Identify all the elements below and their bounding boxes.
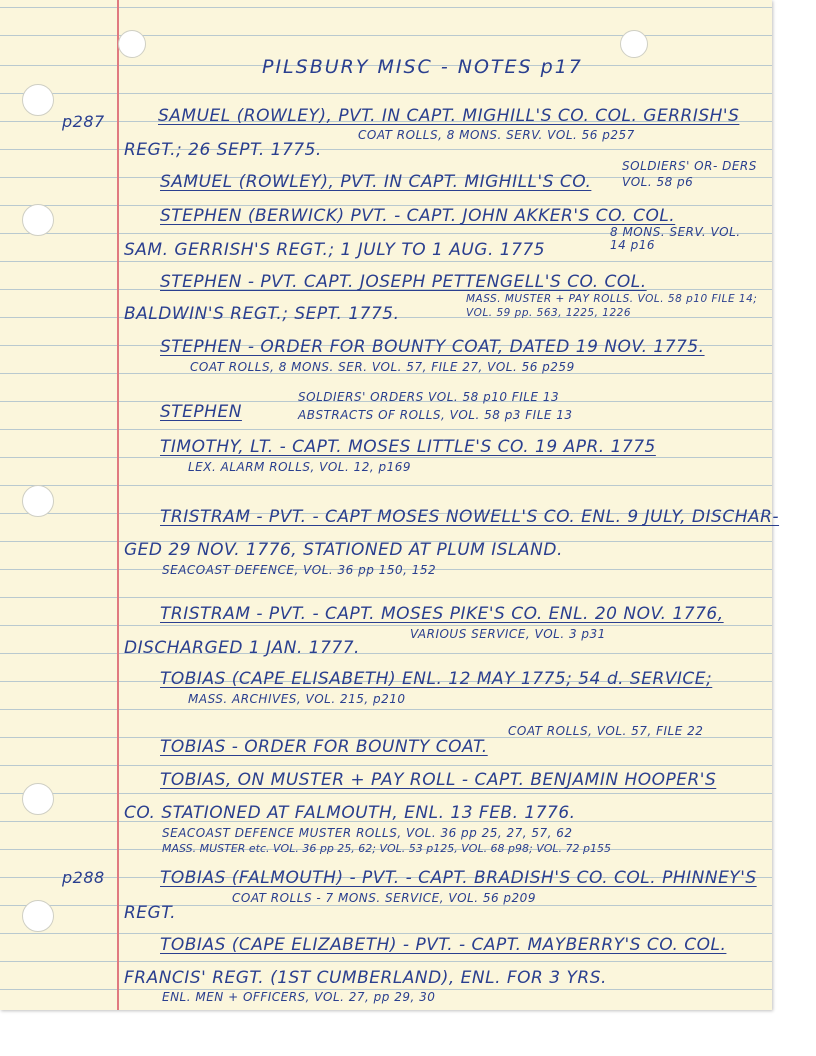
entry-line: TOBIAS (CAPE ELIZABETH) - PVT. - CAPT. MAYBERRY'S CO. COL. bbox=[160, 935, 727, 955]
margin-line bbox=[117, 0, 119, 1010]
entry-line: TOBIAS (FALMOUTH) - PVT. - CAPT. BRADISH'S CO. COL. PHINNEY'S bbox=[160, 868, 757, 888]
entry-line: TOBIAS (CAPE ELISABETH) ENL. 12 MAY 1775; 54 d. SERVICE; bbox=[160, 669, 713, 689]
entry-line: BALDWIN'S REGT.; SEPT. 1775. bbox=[124, 304, 400, 324]
entry-line: TOBIAS, ON MUSTER + PAY ROLL - CAPT. BENJAMIN HOOPER'S bbox=[160, 770, 717, 790]
entry-source: ENL. MEN + OFFICERS, VOL. 27, pp 29, 30 bbox=[162, 990, 436, 1004]
entry-line: SAMUEL (ROWLEY), PVT. IN CAPT. MIGHILL'S CO. COL. GERRISH'S bbox=[158, 106, 740, 126]
binder-hole bbox=[22, 204, 54, 236]
entry-source: SOLDIERS' ORDERS VOL. 58 p10 FILE 13 bbox=[298, 390, 560, 404]
entry-source: VARIOUS SERVICE, VOL. 3 p31 bbox=[410, 627, 606, 641]
entry-line: TRISTRAM - PVT. - CAPT. MOSES PIKE'S CO. ENL. 20 NOV. 1776, bbox=[160, 604, 724, 624]
entry-line: TRISTRAM - PVT. - CAPT MOSES NOWELL'S CO. ENL. 9 JULY, DISCHAR- bbox=[160, 507, 780, 527]
binder-hole bbox=[22, 783, 54, 815]
entry-source: SEACOAST DEFENCE, VOL. 36 pp 150, 152 bbox=[162, 563, 437, 577]
entry-line: STEPHEN (BERWICK) PVT. - CAPT. JOHN AKKER'S CO. COL. bbox=[160, 206, 676, 226]
entry-line: CO. STATIONED AT FALMOUTH, ENL. 13 FEB. 1776. bbox=[124, 803, 576, 823]
entry-line: SAMUEL (ROWLEY), PVT. IN CAPT. MIGHILL'S CO. bbox=[160, 172, 592, 192]
page-marker: p288 bbox=[62, 868, 105, 887]
binder-hole bbox=[22, 485, 54, 517]
binder-hole bbox=[22, 84, 54, 116]
entry-source: MASS. MUSTER + PAY ROLLS. VOL. 58 p10 FILE 14; VOL. 59 pp. 563, 1225, 1226 bbox=[466, 293, 758, 319]
entry-line: TIMOTHY, LT. - CAPT. MOSES LITTLE'S CO. 19 APR. 1775 bbox=[160, 437, 656, 457]
entry-line: STEPHEN - ORDER FOR BOUNTY COAT, DATED 19 NOV. 1775. bbox=[160, 337, 705, 357]
entry-line: SAM. GERRISH'S REGT.; 1 JULY TO 1 AUG. 1775 bbox=[124, 240, 546, 260]
page-marker: p287 bbox=[62, 112, 105, 131]
entry-source: COAT ROLLS - 7 MONS. SERVICE, VOL. 56 p209 bbox=[232, 891, 536, 905]
entry-line: TOBIAS - ORDER FOR BOUNTY COAT. bbox=[160, 737, 488, 757]
entry-source: SEACOAST DEFENCE MUSTER ROLLS, VOL. 36 pp 25, 27, 57, 62 bbox=[162, 826, 573, 840]
entry-line: FRANCIS' REGT. (1ST CUMBERLAND), ENL. FOR 3 YRS. bbox=[124, 968, 607, 988]
entry-source: COAT ROLLS, 8 MONS. SER. VOL. 57, FILE 27, VOL. 56 p259 bbox=[190, 360, 575, 374]
entry-source: COAT ROLLS, 8 MONS. SERV. VOL. 56 p257 bbox=[358, 128, 635, 142]
entry-source: MASS. ARCHIVES, VOL. 215, p210 bbox=[188, 692, 406, 706]
entry-source: MASS. MUSTER etc. VOL. 36 pp 25, 62; VOL. 53 p125, VOL. 68 p98; VOL. 72 p155 bbox=[162, 842, 612, 855]
entry-source: SOLDIERS' OR- DERS VOL. 58 p6 bbox=[622, 159, 757, 189]
binder-hole bbox=[620, 30, 648, 58]
entry-source: COAT ROLLS, VOL. 57, FILE 22 bbox=[508, 724, 704, 738]
binder-hole bbox=[118, 30, 146, 58]
entry-line: DISCHARGED 1 JAN. 1777. bbox=[124, 638, 360, 658]
entry-line: REGT. bbox=[124, 903, 176, 923]
entry-line: STEPHEN bbox=[160, 402, 242, 422]
binder-hole bbox=[22, 900, 54, 932]
entry-line: STEPHEN - PVT. CAPT. JOSEPH PETTENGELL'S CO. COL. bbox=[160, 272, 647, 292]
entry-source: ABSTRACTS OF ROLLS, VOL. 58 p3 FILE 13 bbox=[298, 408, 573, 422]
entry-line: REGT.; 26 SEPT. 1775. bbox=[124, 140, 322, 160]
entry-source: LEX. ALARM ROLLS, VOL. 12, p169 bbox=[188, 460, 412, 474]
page-title: PILSBURY MISC - NOTES p17 bbox=[262, 56, 583, 78]
entry-line: GED 29 NOV. 1776, STATIONED AT PLUM ISLAND. bbox=[124, 540, 563, 560]
entry-source: 8 MONS. SERV. VOL. 14 p16 bbox=[610, 225, 741, 252]
